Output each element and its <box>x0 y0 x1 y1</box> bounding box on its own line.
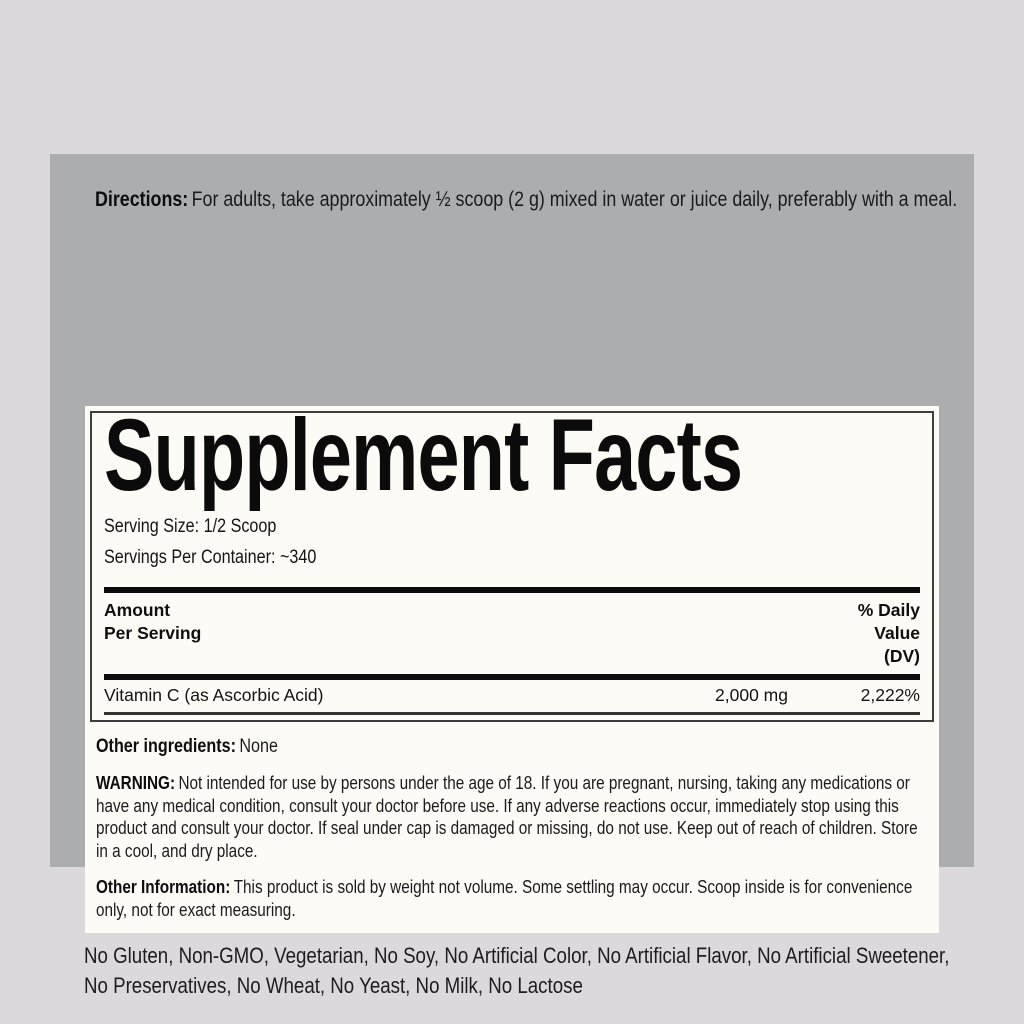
supplement-facts-box <box>90 398 934 722</box>
nutrient-daily-value: 2,222% <box>860 685 920 705</box>
claims-section <box>84 941 974 1000</box>
other-information-paragraph <box>96 876 928 921</box>
directions-body: For adults, take approximately ½ scoop (2 g) mixed in water or juice daily, preferably with a meal. <box>191 188 958 211</box>
dv-header-line2: Value <box>874 623 920 643</box>
directions-text <box>95 185 967 214</box>
bottom-thin-rule <box>104 712 920 715</box>
claims-text: No Gluten, Non-GMO, Vegetarian, No Soy, No Artificial Color, No Artificial Flavor, No Artificial Sweetener, No Preservatives, No Wheat, No Yeast, No Milk, No Lactose <box>84 943 950 998</box>
label-panel <box>50 154 974 998</box>
directions-section <box>95 185 967 214</box>
amount-per-serving-header <box>104 599 201 668</box>
serving-info <box>104 511 920 573</box>
facts-sheet <box>85 398 939 933</box>
facts-table-header <box>104 599 920 668</box>
warning-paragraph <box>96 772 928 862</box>
other-information-body: This product is sold by weight not volume. Some settling may occur. Scoop inside is for convenience only, not for exact measuring. <box>96 877 913 920</box>
other-ingredients-label: Other ingredients: <box>96 736 236 757</box>
top-thick-rule <box>104 587 920 593</box>
daily-value-header <box>620 599 920 668</box>
serving-size: Serving Size: 1/2 Scoop <box>104 516 277 537</box>
nutrient-amount: 2,000 mg <box>715 685 788 705</box>
nutrient-row <box>104 680 920 712</box>
other-ingredients-value: None <box>239 736 278 757</box>
amount-header-line1: Amount <box>104 600 171 620</box>
supplemental-paragraphs <box>96 735 928 921</box>
warning-body: Not intended for use by persons under the age of 18. If you are pregnant, nursing, taking any medications or have any medical condition, consult your doctor before use. If any adverse reactions occur, immediately stop using this product and consult your doctor. If seal under cap is damaged or missing, do not use. Keep out of reach of children. Store in a cool, and dry place. <box>96 773 918 861</box>
directions-label: Directions: <box>95 188 189 211</box>
dv-header-line1: % Daily <box>857 600 920 620</box>
servings-per-container: Servings Per Container: ~340 <box>104 547 317 568</box>
nutrient-name: Vitamin C (as Ascorbic Acid) <box>104 685 324 705</box>
other-information-label: Other Information: <box>96 877 231 897</box>
warning-label: WARNING: <box>96 773 176 793</box>
other-ingredients <box>96 735 928 759</box>
amount-header-line2: Per Serving <box>104 623 202 643</box>
supplement-facts-title: Supplement Facts <box>104 398 743 512</box>
dv-header-line3: (DV) <box>884 646 920 666</box>
